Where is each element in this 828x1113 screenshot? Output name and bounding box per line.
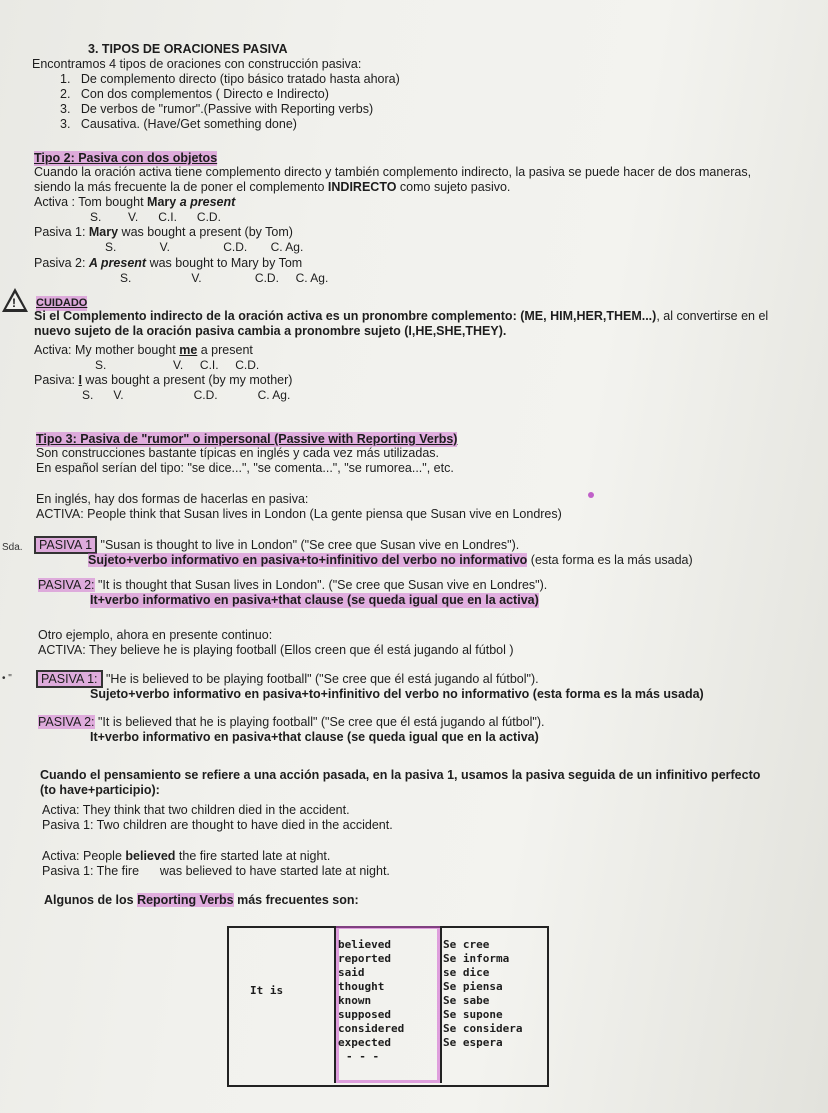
- tipo3-pasiva1-rule: Sujeto+verbo informativo en pasiva+to+infinitivo del verbo no informativo (esta forma es la más usada): [88, 553, 693, 567]
- section-title: 3. TIPOS DE ORACIONES PASIVA: [88, 42, 288, 56]
- tipo3-pasiva2: PASIVA 2: "It is thought that Susan lives in London". ("Se cree que Susan vive en Londres").: [38, 578, 548, 592]
- pasado-example: Pasiva 1: The fire was believed to have started late at night.: [42, 864, 390, 878]
- tipo3-activa2: ACTIVA: They believe he is playing football (Ellos creen que él está jugando al fútbol ): [38, 643, 514, 657]
- type-list-item: 3. Causativa. (Have/Get something done): [60, 117, 297, 131]
- pasado-paragraph: (to have+participio):: [40, 783, 160, 797]
- translation-item: Se considera: [443, 1022, 523, 1035]
- cuidado-pasiva: Pasiva: I was bought a present (by my mother): [34, 373, 293, 387]
- type-list-item: 1. De complemento directo (tipo básico tratado hasta ahora): [60, 72, 400, 86]
- verb-item: considered: [338, 1022, 405, 1035]
- tipo3-activa: ACTIVA: People think that Susan lives in London (La gente piensa que Susan vive en Londres): [36, 507, 562, 521]
- verb-item: supposed: [338, 1008, 391, 1021]
- translation-item: Se informa: [443, 952, 510, 965]
- tipo3-pasiva4: PASIVA 2: "It is believed that he is playing football" ("Se cree que él está jugando al fútbol").: [38, 715, 545, 729]
- cuidado-paragraph: nuevo sujeto de la oración pasiva cambia a pronombre sujeto (I,HE,SHE,THEY).: [34, 324, 507, 338]
- verb-item: believed: [338, 938, 391, 951]
- grammar-labels: S. V. C.D. C. Ag.: [105, 240, 304, 254]
- translation-item: se dice: [443, 966, 490, 979]
- translation-item: Se espera: [443, 1036, 503, 1049]
- pasado-example: Pasiva 1: Two children are thought to have died in the accident.: [42, 818, 393, 832]
- cuidado-paragraph: Si el Complemento indirecto de la oración activa es un pronombre complemento: (ME, HIM,HER,THEM...), al convertirse en el: [34, 309, 769, 323]
- grammar-labels: S. V. C.I. C.D.: [95, 358, 260, 372]
- tipo2-activa: Activa : Tom bought Mary a present: [34, 195, 236, 209]
- pasado-example: Activa: People believed the fire started late at night.: [42, 849, 331, 863]
- tipo2-pasiva2: Pasiva 2: A present was bought to Mary by Tom: [34, 256, 303, 270]
- pasado-example: Activa: They think that two children died in the accident.: [42, 803, 350, 817]
- tipo3-paragraph: Son construcciones bastante típicas en inglés y cada vez más utilizadas.: [36, 446, 439, 460]
- translations-list: [443, 938, 522, 1050]
- table-subject: It is: [250, 984, 284, 997]
- verb-item: known: [338, 994, 372, 1007]
- tipo3-otro: Otro ejemplo, ahora en presente continuo:: [38, 628, 273, 642]
- tipo2-pasiva1: Pasiva 1: Mary was bought a present (by Tom): [34, 225, 293, 239]
- translation-item: Se supone: [443, 1008, 503, 1021]
- translation-item: Se cree: [443, 938, 490, 951]
- grammar-labels: S. V. C.D. C. Ag.: [82, 388, 291, 402]
- reporting-verbs-intro: Algunos de los Reporting Verbs más frecuentes son:: [44, 893, 359, 907]
- tipo3-paragraph: En inglés, hay dos formas de hacerlas en pasiva:: [36, 492, 309, 506]
- cuidado-heading: CUIDADO: [36, 297, 88, 309]
- verb-item: thought: [338, 980, 385, 993]
- margin-note: • ": [2, 673, 12, 684]
- intro-text: Encontramos 4 tipos de oraciones con construcción pasiva:: [32, 57, 362, 71]
- ink-dot: [588, 492, 594, 498]
- cuidado-activa: Activa: My mother bought me a present: [34, 343, 253, 357]
- tipo3-pasiva2-rule: It+verbo informativo en pasiva+that clause (se queda igual que en la activa): [90, 593, 539, 607]
- pasado-paragraph: Cuando el pensamiento se refiere a una acción pasada, en la pasiva 1, usamos la pasiva seguida de un infinitivo perfecto: [40, 768, 761, 782]
- type-list-item: 2. Con dos complementos ( Directo e Indirecto): [60, 87, 329, 101]
- tipo2-paragraph: Cuando la oración activa tiene complemento directo y también complemento indirecto, la pasiva se puede hacer de dos maneras,: [34, 165, 752, 179]
- tipo3-pasiva1: PASIVA 1 "Susan is thought to live in London" ("Se cree que Susan vive en Londres").: [34, 538, 519, 553]
- tipo3-pasiva3-rule: Sujeto+verbo informativo en pasiva+to+infinitivo del verbo no informativo (esta forma es la más usada): [90, 687, 704, 701]
- tipo2-paragraph: siendo la más frecuente la de poner el complemento INDIRECTO como sujeto pasivo.: [34, 180, 511, 194]
- warning-exclamation-icon: !: [12, 296, 16, 310]
- margin-note: Sda.: [2, 542, 23, 553]
- tipo3-heading: Tipo 3: Pasiva de "rumor" o impersonal (Passive with Reporting Verbs): [36, 432, 458, 446]
- verb-item: expected: [338, 1036, 391, 1049]
- verb-item: reported: [338, 952, 391, 965]
- grammar-labels: S. V. C.I. C.D.: [90, 210, 221, 224]
- translation-item: Se sabe: [443, 994, 490, 1007]
- verb-item: - - -: [346, 1050, 380, 1063]
- verbs-list: [338, 938, 404, 1064]
- grammar-labels: S. V. C.D. C. Ag.: [120, 271, 329, 285]
- type-list-item: 3. De verbos de "rumor".(Passive with Reporting verbs): [60, 102, 374, 116]
- tipo3-pasiva4-rule: It+verbo informativo en pasiva+that clause (se queda igual que en la activa): [90, 730, 539, 744]
- tipo3-pasiva3: PASIVA 1: "He is believed to be playing football" ("Se cree que él está jugando al fútbol").: [36, 672, 539, 687]
- verb-item: said: [338, 966, 365, 979]
- translation-item: Se piensa: [443, 980, 503, 993]
- tipo2-heading: Tipo 2: Pasiva con dos objetos: [34, 151, 218, 165]
- tipo3-paragraph: En español serían del tipo: "se dice...", "se comenta...", "se rumorea...", etc.: [36, 461, 454, 475]
